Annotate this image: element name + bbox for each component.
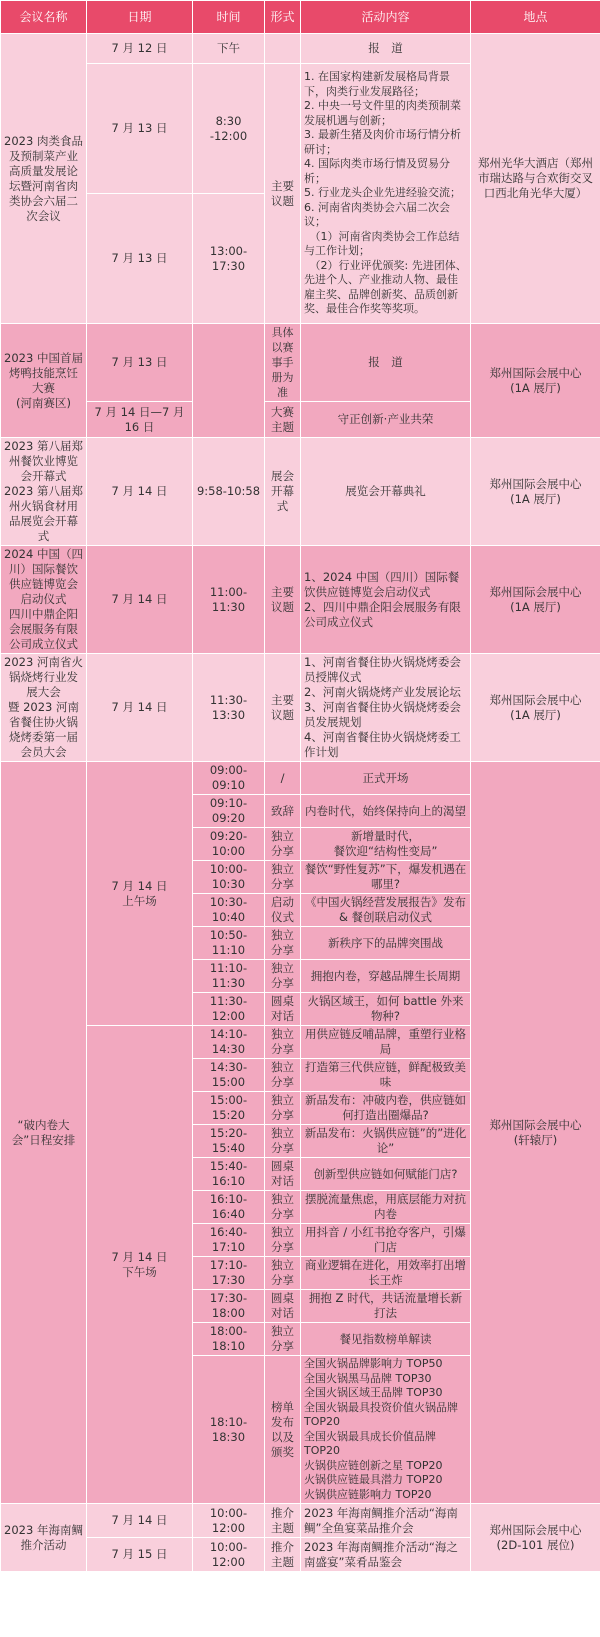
content-cell: 全国火锅品牌影响力 TOP50 全国火锅黑马品牌 TOP30 全国火锅区域王品牌 TOP30 全国火锅最具投资价值火锅品牌 TOP20 全国火锅最具成长价值品牌 TOP20 火锅供应链创新之星 TOP20 火锅供应链最具潜力 TOP20 火锅供应链影响力 TOP20 <box>301 1356 471 1504</box>
header-date: 日期 <box>87 1 193 34</box>
form-cell: 展会开幕式 <box>265 438 301 546</box>
time-cell: 09:20- 10:00 <box>193 828 265 861</box>
time-cell: 15:20- 15:40 <box>193 1125 265 1158</box>
meeting-name: 2023 肉类食品及预制菜产业高质量发展论坛暨河南省肉类协会六届二次会议 <box>1 34 87 324</box>
form-cell: 独立分享 <box>265 1092 301 1125</box>
time-cell: 15:40- 16:10 <box>193 1158 265 1191</box>
content-cell: 2023 年海南鲷推介活动“海南鲷”全鱼宴菜品推介会 <box>301 1504 471 1538</box>
form-cell: 大赛主题 <box>265 402 301 438</box>
table-row <box>1 1504 600 1538</box>
content-cell: 创新型供应链如何赋能门店? <box>301 1158 471 1191</box>
form-cell: / <box>265 762 301 795</box>
date-cell: 7 月 14 日 <box>87 1504 193 1538</box>
time-cell: 09:10- 09:20 <box>193 795 265 828</box>
time-cell: 17:10- 17:30 <box>193 1257 265 1290</box>
form-cell: 独立分享 <box>265 1026 301 1059</box>
form-cell: 独立分享 <box>265 828 301 861</box>
form-cell: 主要议题 <box>265 546 301 654</box>
form-cell: 独立分享 <box>265 1191 301 1224</box>
content-cell: 1、河南省餐住协火锅烧烤委会员授牌仪式 2、河南火锅烧烤产业发展论坛 3、河南省餐住协火锅烧烤委会员发展规划 4、河南省餐住协火锅烧烤委工作计划 <box>301 654 471 762</box>
time-cell: 18:10- 18:30 <box>193 1356 265 1504</box>
date-cell: 7 月 13 日 <box>87 324 193 402</box>
content-cell: 报 道 <box>301 34 471 64</box>
header-location: 地点 <box>471 1 600 34</box>
table-row <box>1 324 600 402</box>
location-cell: 郑州国际会展中心 (轩辕厅) <box>471 762 600 1504</box>
form-cell: 圆桌对话 <box>265 993 301 1026</box>
content-cell: 内卷时代，始终保持向上的渴望 <box>301 795 471 828</box>
time-cell: 9:58-10:58 <box>193 438 265 546</box>
time-cell: 09:00- 09:10 <box>193 762 265 795</box>
time-cell: 11:00- 11:30 <box>193 546 265 654</box>
form-cell <box>265 34 301 64</box>
time-cell: 11:30- 12:00 <box>193 993 265 1026</box>
time-cell: 15:00- 15:20 <box>193 1092 265 1125</box>
table-row <box>1 34 600 64</box>
location-cell: 郑州国际会展中心 (1A 展厅) <box>471 546 600 654</box>
time-cell: 11:30- 13:30 <box>193 654 265 762</box>
time-cell <box>193 324 265 438</box>
form-cell: 推介主题 <box>265 1504 301 1538</box>
time-cell: 10:30- 10:40 <box>193 894 265 927</box>
content-cell: 1、2024 中国（四川）国际餐饮供应链博览会启动仪式 2、四川中鼎企阳会展服务有限公司成立仪式 <box>301 546 471 654</box>
form-cell: 推介主题 <box>265 1538 301 1572</box>
time-cell: 16:10- 16:40 <box>193 1191 265 1224</box>
location-cell: 郑州国际会展中心 (2D-101 展位) <box>471 1504 600 1572</box>
form-cell: 独立分享 <box>265 1059 301 1092</box>
form-cell: 主要议题 <box>265 64 301 324</box>
form-cell: 独立分享 <box>265 1257 301 1290</box>
content-cell: 报 道 <box>301 324 471 402</box>
table-row <box>1 654 600 762</box>
header-time: 时间 <box>193 1 265 34</box>
content-cell: 正式开场 <box>301 762 471 795</box>
header-meeting-name: 会议名称 <box>1 1 87 34</box>
meeting-name: 2023 河南省火锅烧烤行业发展大会 暨 2023 河南省餐住协火锅烧烤委第一届会员大会 <box>1 654 87 762</box>
content-cell: 新增量时代， 餐饮迎“结构性变局” <box>301 828 471 861</box>
content-cell: 用抖音 / 小红书抢夺客户，引爆门店 <box>301 1224 471 1257</box>
table-row <box>1 438 600 546</box>
form-cell: 致辞 <box>265 795 301 828</box>
date-cell: 7 月 14 日 <box>87 654 193 762</box>
time-cell: 14:30- 15:00 <box>193 1059 265 1092</box>
form-cell: 独立分享 <box>265 927 301 960</box>
date-cell: 7 月 13 日 <box>87 64 193 194</box>
content-cell: 商业逻辑在进化，用效率打出增长王炸 <box>301 1257 471 1290</box>
time-cell: 下午 <box>193 34 265 64</box>
header-form: 形式 <box>265 1 301 34</box>
content-cell: 火锅区域王，如何 battle 外来物种? <box>301 993 471 1026</box>
form-cell: 独立分享 <box>265 1224 301 1257</box>
time-cell: 16:40- 17:10 <box>193 1224 265 1257</box>
form-cell: 启动仪式 <box>265 894 301 927</box>
content-cell: 《中国火锅经营发展报告》发布 & 餐创联启动仪式 <box>301 894 471 927</box>
form-cell: 榜单发布以及颁奖 <box>265 1356 301 1504</box>
date-cell: 7 月 14 日—7 月 16 日 <box>87 402 193 438</box>
time-cell: 11:10- 11:30 <box>193 960 265 993</box>
form-cell: 主要议题 <box>265 654 301 762</box>
content-cell: 打造第三代供应链，鲜配极致美味 <box>301 1059 471 1092</box>
table-row <box>1 546 600 654</box>
time-cell: 8:30 -12:00 <box>193 64 265 194</box>
date-cell: 7 月 14 日 <box>87 438 193 546</box>
date-cell: 7 月 12 日 <box>87 34 193 64</box>
content-cell: 餐见指数榜单解读 <box>301 1323 471 1356</box>
content-cell: 1. 在国家构建新发展格局背景下，肉类行业发展路径； 2. 中央一号文件里的肉类预制菜发展机遇与创新； 3. 最新生猪及肉价市场行情分析研讨； 4. 国际肉类市场行情及贸易分析； 5. 行业龙头企业先进经验交流； 6. 河南省肉类协会六届二次会议； （1）河南省肉类协会工作总结与工作计划； （2）行业评优颁奖: 先进团体、先进个人、产业推动人物、最佳雇主奖、品牌创新奖、品质创新奖、最佳合作奖等奖项。 <box>301 64 471 324</box>
table-row <box>1 762 600 795</box>
form-cell: 独立分享 <box>265 1125 301 1158</box>
time-cell: 10:50- 11:10 <box>193 927 265 960</box>
meeting-name: “破内卷大会”日程安排 <box>1 762 87 1504</box>
content-cell: 新秩序下的品牌突围战 <box>301 927 471 960</box>
meeting-name: 2024 中国（四川）国际餐饮供应链博览会启动仪式 四川中鼎企阳会展服务有限公司成立仪式 <box>1 546 87 654</box>
time-cell: 14:10- 14:30 <box>193 1026 265 1059</box>
time-cell: 10:00- 10:30 <box>193 861 265 894</box>
content-cell: 拥抱内卷，穿越品牌生长周期 <box>301 960 471 993</box>
time-cell: 10:00- 12:00 <box>193 1504 265 1538</box>
form-cell: 圆桌对话 <box>265 1158 301 1191</box>
meeting-name: 2023 中国首届烤鸭技能烹饪大赛 (河南赛区) <box>1 324 87 438</box>
content-cell: 用供应链反哺品牌，重塑行业格局 <box>301 1026 471 1059</box>
content-cell: 守正创新·产业共荣 <box>301 402 471 438</box>
form-cell: 具体以赛事手册为准 <box>265 324 301 402</box>
location-cell: 郑州国际会展中心 (1A 展厅) <box>471 654 600 762</box>
content-cell: 2023 年海南鲷推介活动“海之南盛宴”菜肴品鉴会 <box>301 1538 471 1572</box>
time-cell: 17:30- 18:00 <box>193 1290 265 1323</box>
content-cell: 摆脱流量焦虑，用底层能力对抗内卷 <box>301 1191 471 1224</box>
form-cell: 独立分享 <box>265 1323 301 1356</box>
date-cell: 7 月 13 日 <box>87 194 193 324</box>
time-cell: 13:00- 17:30 <box>193 194 265 324</box>
date-cell: 7 月 14 日 <box>87 546 193 654</box>
header-row <box>1 1 600 34</box>
content-cell: 新品发布：冲破内卷，供应链如何打造出圈爆品? <box>301 1092 471 1125</box>
form-cell: 独立分享 <box>265 861 301 894</box>
meeting-name: 2023 年海南鲷推介活动 <box>1 1504 87 1572</box>
date-cell: 7 月 14 日 下午场 <box>87 1026 193 1504</box>
date-cell: 7 月 14 日 上午场 <box>87 762 193 1026</box>
location-cell: 郑州国际会展中心 (1A 展厅) <box>471 324 600 438</box>
meeting-name: 2023 第八届郑州餐饮业博览会开幕式 2023 第八届郑州火锅食材用品展览会开幕式 <box>1 438 87 546</box>
location-cell: 郑州光华大酒店（郑州市瑞达路与合欢街交叉口西北角光华大厦） <box>471 34 600 324</box>
form-cell: 圆桌对话 <box>265 1290 301 1323</box>
form-cell: 独立分享 <box>265 960 301 993</box>
date-cell: 7 月 15 日 <box>87 1538 193 1572</box>
content-cell: 拥抱 Z 时代，共话流量增长新打法 <box>301 1290 471 1323</box>
content-cell: 新品发布：火锅供应链”的”进化论” <box>301 1125 471 1158</box>
header-content: 活动内容 <box>301 1 471 34</box>
location-cell: 郑州国际会展中心 (1A 展厅) <box>471 438 600 546</box>
content-cell: 餐饮“野性复苏”下，爆发机遇在哪里? <box>301 861 471 894</box>
time-cell: 10:00- 12:00 <box>193 1538 265 1572</box>
content-cell: 展览会开幕典礼 <box>301 438 471 546</box>
time-cell: 18:00- 18:10 <box>193 1323 265 1356</box>
